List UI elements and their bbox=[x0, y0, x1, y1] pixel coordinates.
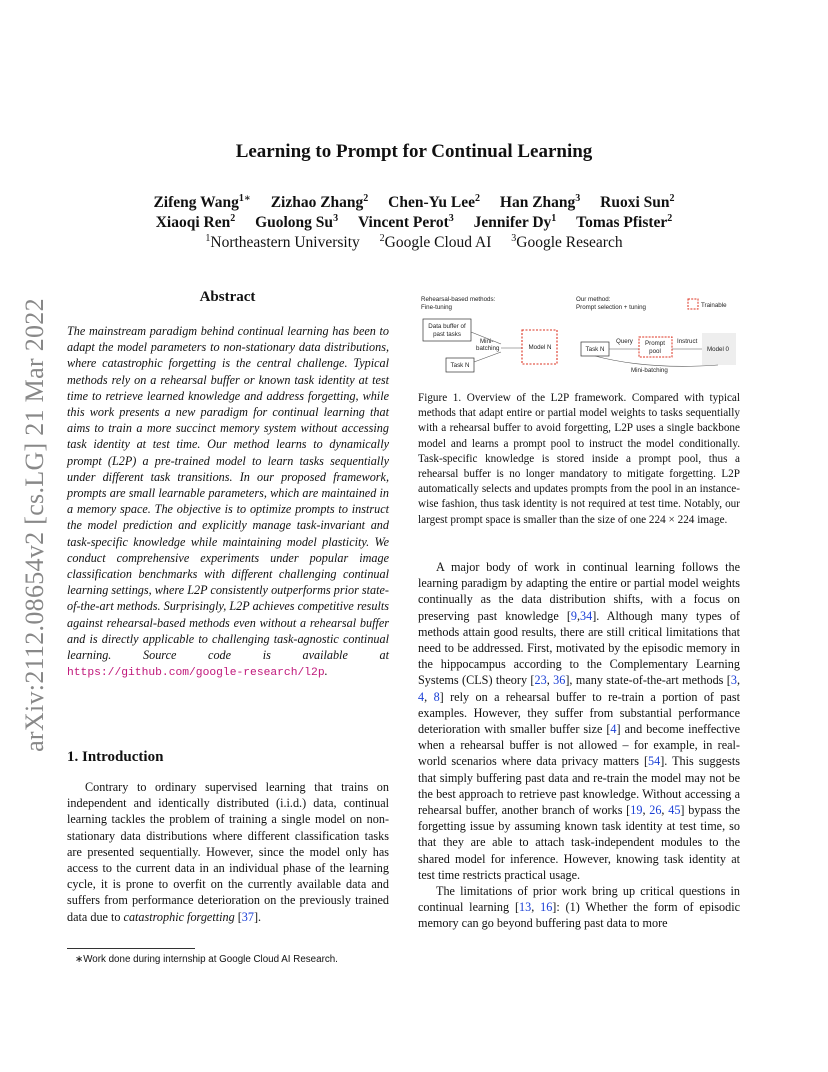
svg-text:Prompt: Prompt bbox=[645, 340, 665, 347]
paper-title: Learning to Prompt for Continual Learning bbox=[235, 141, 593, 162]
paragraph: The limitations of prior work bring up critical questions in continual learning [13, 16]: (1) Whether the form of episodic memory can go beyond buffering past data to more bbox=[418, 884, 741, 931]
citation-link[interactable]: 16 bbox=[540, 900, 553, 915]
svg-text:Instruct: Instruct bbox=[677, 338, 698, 345]
citation-link[interactable]: 13 bbox=[519, 900, 532, 915]
citation-link[interactable]: 19 bbox=[630, 803, 643, 818]
arrow bbox=[595, 356, 718, 366]
footnote-rule bbox=[67, 948, 195, 949]
intro-paragraph: Contrary to ordinary supervised learning that trains on independent and identically distributed (i.i.d.) data, continual learning tackles the problem of training a single model on non-stationary data distributions where different classification tasks are presented sequentially. However, since the model only has access to the current data in an individual phase of the learning cycle, it is prone to overfit on the currently available data and suffers from performance deterioration on the previously trained data due to catastrophic forgetting [37]. bbox=[67, 780, 389, 924]
author: Tomas Pfister$^2$ bbox=[576, 213, 673, 232]
author: Chen-Yu Lee$^2$ bbox=[388, 193, 481, 212]
author: Xiaoqi Ren$^2$ bbox=[155, 213, 236, 232]
figure-caption: Figure 1. Overview of the L2P framework. Compared with typical methods that adapt entire or partial model weights to tasks sequentially with a rehearsal buffer to avoid forgetting, L2P uses a single backbone model and learns a prompt pool to instruct the model conditionally. Task-specific knowledge is stored inside a prompt pool, thus a rehearsal buffer is no longer mandatory to mitigate forgetting. L2P automatically selects and updates prompts from the pool in an instance-wise fashion, thus task identity is not required at test time. Notably, our largest prompt space is smaller than the size of one 224 × 224 image. bbox=[418, 392, 740, 526]
svg-text:Task N: Task N bbox=[450, 362, 470, 369]
svg-text:Mini-batching: Mini-batching bbox=[631, 367, 668, 374]
paragraph: A major body of work in continual learning follows the learning paradigm by adapting the entire or partial model weights continually as the data distribution shifts, with a focus on preserving past knowledge [9,34]. Although many types of methods attain good results, there are still critical limitations that need to be addressed. First, motivated by the episodic memory in the hippocampus according to the Complementary Learning Systems (CLS) theory [23, 36], many state-of-the-art methods [3, 4, 8] rely on a rehearsal buffer to re-train a portion of past examples. However, they suffer from substantial performance deterioration with smaller buffer size [4] and become ineffective when a rehearsal buffer is not allowed – for example, in real-world scenarios where data privacy matters [54]. This suggests that simply buffering past data and re-train the model may not be the best approach to retrieve past knowledge. Without accessing a rehearsal buffer, another branch of works [19, 26, 45] bypass the forgetting issue by assuming known task identity at test time, so that they are able to attach task-independent modules to the shared model for inference. However, knowing task identity at test time restricts practical usage. bbox=[418, 560, 741, 882]
citation-link[interactable]: 26 bbox=[649, 803, 662, 818]
citation-link[interactable]: 34 bbox=[580, 608, 593, 623]
citation-link[interactable]: 3 bbox=[730, 673, 737, 688]
citation-link[interactable]: 36 bbox=[553, 673, 566, 688]
svg-text:Model N: Model N bbox=[528, 344, 552, 351]
citation-link[interactable]: 37 bbox=[241, 909, 254, 924]
author: Zifeng Wang$^{1∗}$ bbox=[153, 193, 251, 212]
author: Zizhao Zhang$^2$ bbox=[270, 193, 369, 212]
svg-text:Trainable: Trainable bbox=[701, 302, 727, 309]
right-header-1: Our method: bbox=[576, 296, 611, 303]
arrow bbox=[474, 352, 501, 362]
author-line-2 bbox=[0, 213, 828, 232]
citation-link[interactable]: 4 bbox=[610, 722, 617, 737]
author: Han Zhang$^3$ bbox=[499, 193, 581, 212]
svg-text:Task N: Task N bbox=[585, 346, 605, 353]
right-header-2: Prompt selection + tuning bbox=[576, 304, 646, 311]
svg-text:pool: pool bbox=[649, 348, 661, 355]
svg-text:Query: Query bbox=[616, 338, 633, 345]
affiliation: $^2$Google Cloud AI bbox=[379, 233, 492, 252]
affiliation: $^1$Northeastern University bbox=[205, 233, 360, 252]
author: Jennifer Dy$^1$ bbox=[473, 213, 557, 232]
citation-link[interactable]: 9 bbox=[570, 608, 577, 623]
author: Ruoxi Sun$^2$ bbox=[600, 193, 675, 212]
citation-link[interactable]: 45 bbox=[668, 803, 681, 818]
left-header-2: Fine-tuning bbox=[421, 304, 452, 311]
trainable-legend-icon bbox=[688, 299, 698, 309]
citation-link[interactable]: 8 bbox=[433, 689, 440, 704]
footnote: ∗Work done during internship at Google Cloud AI Research. bbox=[75, 954, 338, 965]
abstract-heading: Abstract bbox=[199, 289, 256, 305]
svg-text:Mini-: Mini- bbox=[480, 338, 494, 345]
author: Vincent Perot$^3$ bbox=[357, 213, 454, 232]
author-line-1 bbox=[0, 193, 828, 212]
arxiv-identifier: arXiv:2112.08654v2 [cs.LG] 21 Mar 2022 bbox=[20, 298, 49, 752]
author: Guolong Su$^3$ bbox=[255, 213, 339, 232]
svg-text:past tasks: past tasks bbox=[433, 331, 461, 338]
affiliations bbox=[0, 233, 828, 252]
citation-link[interactable]: 54 bbox=[648, 754, 661, 769]
intro-heading: 1. Introduction bbox=[67, 749, 164, 765]
source-code-link[interactable]: https://github.com/google-research/l2p bbox=[67, 667, 325, 680]
affiliation: $^3$Google Research bbox=[511, 233, 623, 252]
right-column-body bbox=[418, 559, 740, 932]
left-header-1: Rehearsal-based methods: bbox=[421, 296, 496, 303]
citation-link[interactable]: 4 bbox=[418, 689, 425, 704]
citation-link[interactable]: 23 bbox=[534, 673, 547, 688]
svg-text:Data buffer of: Data buffer of bbox=[428, 323, 466, 330]
svg-text:Model 0: Model 0 bbox=[706, 346, 730, 353]
svg-text:batching: batching bbox=[476, 345, 500, 352]
abstract-body: The mainstream paradigm behind continual learning has been to adapt the model parameters to non-stationary data distributions, where catastrophic forgetting is the central challenge. Typical methods rely on a rehearsal buffer or known task identity at test time to retrieve learned knowledge and address forgetting, while this work presents a new paradigm for continual learning that aims to train a more succinct memory system without accessing task identity at test time. Our method learns to dynamically prompt (L2P) a pre-trained model to learn tasks sequentially under different task transitions. In our proposed framework, prompts are small learnable parameters, which are maintained in a memory space. The objective is to optimize prompts to instruct the model prediction and explicitly manage task-invariant and task-specific knowledge while maintaining model plasticity. We conduct comprehensive experiments under popular image classification benchmarks with different challenging continual learning settings, where L2P consistently outperforms prior state-of-the-art methods. Surprisingly, L2P achieves competitive results against rehearsal-based methods even without a rehearsal buffer and is directly applicable to challenging task-agnostic continual learning. Source code is available at https://github.com/google-research/l2p. bbox=[67, 324, 389, 680]
figure-1-diagram bbox=[418, 292, 740, 384]
